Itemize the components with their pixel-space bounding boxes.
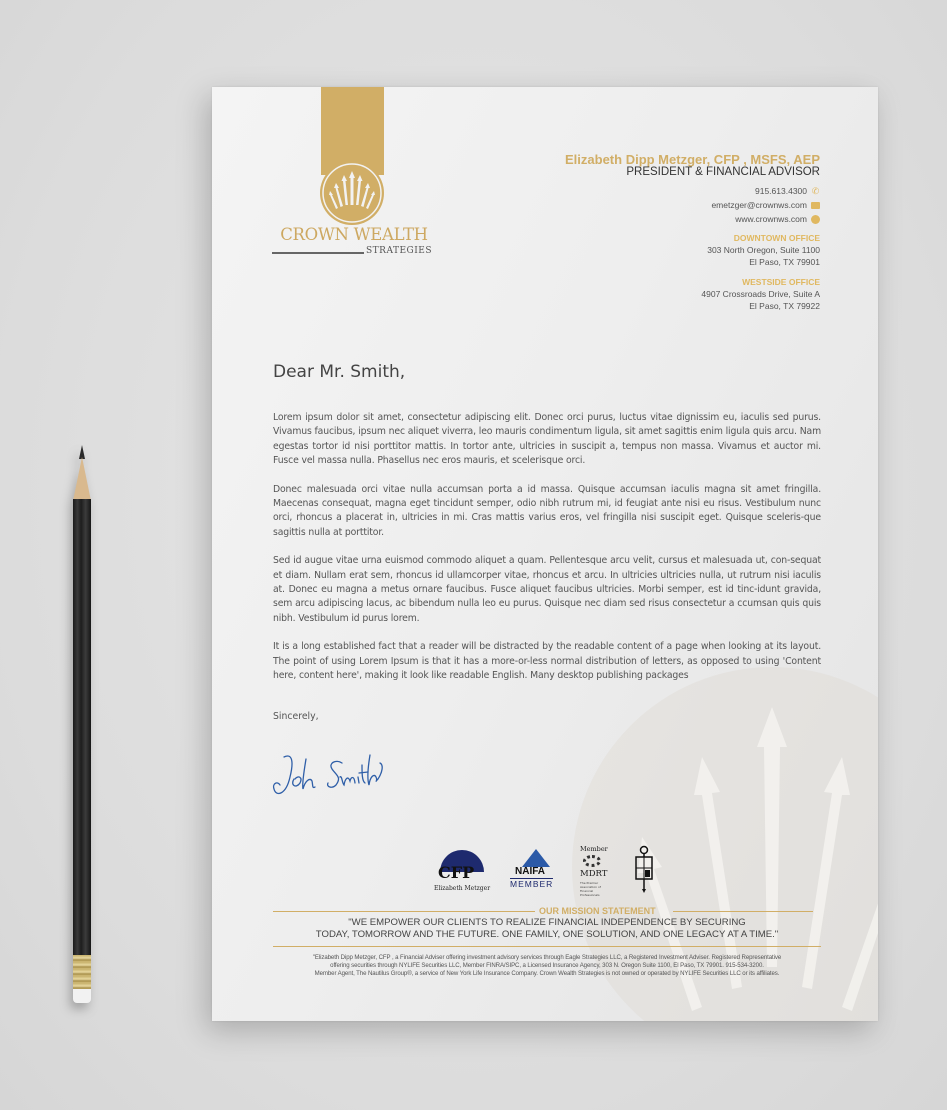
office-address-line: 303 North Oregon, Suite 1100 xyxy=(707,245,820,255)
society-key-badge xyxy=(632,845,656,895)
cfp-holder-name: Elizabeth Metzger xyxy=(434,885,491,892)
signature-icon xyxy=(270,747,390,807)
pencil-tip xyxy=(73,457,91,501)
globe-icon xyxy=(811,215,820,224)
pencil-prop xyxy=(70,445,94,1005)
disclaimer-line: "Elizabeth Dipp Metzger, CFP , a Financial Adviser offering investment advisory services through Eagle Strategies LLC, a Registered Investment Adviser. Registered Representative xyxy=(312,954,782,961)
legal-disclaimer xyxy=(267,954,827,979)
membership-badges xyxy=(434,845,664,895)
paragraph: It is a long established fact that a reader will be distracted by the readable content of a page when looking at its layout. The point of using Lorem Ipsum is that it has a more-or-less normal distribution of letters, as opposed to using 'Content here, content here', making it look like readable English. Many desktop publishing packages xyxy=(273,641,821,681)
website-link[interactable]: www.crownws.com xyxy=(735,214,807,224)
cfp-badge xyxy=(434,845,494,895)
closing: Sincerely, xyxy=(273,711,319,722)
salutation: Dear Mr. Smith, xyxy=(273,362,406,382)
mdrt-tagline: The Premier Association of Financial Professionals xyxy=(580,881,601,897)
company-subtitle: STRATEGIES xyxy=(366,246,433,256)
disclaimer-line: offering securities through NYLIFE Securities LLC, Member FINRA/SIPC, a Licensed Insurance Agency, 303 N. Oregon Suite 1100, El Paso, TX 79901. 915-534-3200. xyxy=(330,962,764,970)
mdrt-label: MDRT xyxy=(580,869,608,879)
pencil-eraser xyxy=(73,989,91,1003)
key-emblem-icon xyxy=(632,845,656,895)
westside-office xyxy=(701,276,820,312)
contact-block xyxy=(565,152,820,225)
email-address[interactable]: emetzger@crownws.com xyxy=(711,200,807,210)
naifa-triangle-icon xyxy=(522,849,550,867)
paragraph: Lorem ipsum dolor sit amet, consectetur adipiscing elit. Donec orci purus, luctus vitae dignissim eu, iaculis sed purus. Vivamus faucibus, ipsum nec aliquet viverra, leo mauris condimentum ligula, sit amet sagittis enim ligula quis arcu. Nam egestas tortor id nisi porttitor mattis. In tortor ante, ultricies in suscipit a, tempus non massa. Vivamus et auctor mi. Fusce vel massa nulla. Phasellus nec eros mauris, et scelerisque orci. xyxy=(273,412,821,466)
office-heading: DOWNTOWN OFFICE xyxy=(733,233,820,243)
advisor-name: Elizabeth Dipp Metzger, CFP , MSFS, AEP xyxy=(565,152,820,167)
mdrt-wreath-icon xyxy=(583,855,601,867)
office-city-line: El Paso, TX 79901 xyxy=(749,257,820,267)
letterhead-page xyxy=(212,87,878,1021)
mission-line: TODAY, TOMORROW AND THE FUTURE. ONE FAMILY, ONE SOLUTION, AND ONE LEGACY AT A TIME." xyxy=(315,929,779,940)
mission-rule-left xyxy=(273,911,535,912)
envelope-icon xyxy=(811,202,820,209)
signature xyxy=(270,747,390,811)
email-row xyxy=(565,199,820,211)
disclaimer-line: Member Agent, The Nautilus Group®, a service of New York Life Insurance Company. Crown Wealth Strategies is not owned or operated by NYLIFE Securities LLC or its affiliates. xyxy=(314,970,780,978)
naifa-badge xyxy=(510,845,560,895)
mission-heading-row xyxy=(273,906,813,916)
pencil-ferrule xyxy=(73,955,91,989)
downtown-office xyxy=(707,232,820,268)
advisor-title: PRESIDENT & FINANCIAL ADVISOR xyxy=(626,166,820,178)
naifa-member-label: MEMBER xyxy=(510,879,554,889)
paragraph: Donec malesuada orci vitae nulla accumsan porta a id massa. Quisque accumsan iaculis magna sit amet fringilla. Maecenas consequat, magna eget tincidunt semper, odio nibh rutrum mi, id feugiat ante nisi eu risus. Vestibulum nunc orci, rhoncus a placerat in, ultricies in mi. Cras mattis varius eros, vel fringilla nisi suscipit eget. Quisque sceleris-que sagittis nulla at porttitor. xyxy=(273,483,821,538)
mission-statement xyxy=(273,917,821,941)
mission-heading: OUR MISSION STATEMENT xyxy=(539,906,656,916)
crown-logo-icon xyxy=(320,161,384,225)
website-row xyxy=(565,213,820,225)
phone-row xyxy=(565,185,820,197)
brand-divider xyxy=(272,252,364,254)
mission-rule-bottom xyxy=(273,946,821,947)
naifa-label: NAIFA xyxy=(515,866,545,877)
letter-body xyxy=(273,411,821,698)
mdrt-badge xyxy=(580,845,616,895)
phone-icon: ✆ xyxy=(811,185,820,196)
pencil-body xyxy=(73,499,91,955)
paragraph: Sed id augue vitae urna euismod commodo aliquet a quam. Pellentesque arcu velit, cursus et malesuada ut, con-sequat et diam. Nullam erat sem, rhoncus id ullamcorper vitae, rhoncus et arcu. In ultricies ultricies nulla, ut rutrum nisi iaculis at. Donec eu magna a metus ornare faucibus. Fusce aliquet faucibus ultricies. Morbi semper, est id tinc-idunt gravida, sem arcu adipiscing lacus, ac bibendum nulla leo eu purus. Quisque nec diam sed risus consectetur a ccumsan quis quis nibh. Vestibulum id purus lorem. xyxy=(273,555,821,624)
cfp-label: CFP xyxy=(438,863,475,882)
office-city-line: El Paso, TX 79922 xyxy=(749,301,820,311)
company-name: CROWN WEALTH xyxy=(280,225,428,244)
office-heading: WESTSIDE OFFICE xyxy=(742,277,820,287)
office-address-line: 4907 Crossroads Drive, Suite A xyxy=(701,289,820,299)
mission-line: "WE EMPOWER OUR CLIENTS TO REALIZE FINANCIAL INDEPENDENCE BY SECURING xyxy=(348,917,746,928)
mdrt-member-label: Member xyxy=(580,845,608,853)
mission-rule-right xyxy=(673,911,813,912)
phone-number: 915.613.4300 xyxy=(755,186,807,196)
